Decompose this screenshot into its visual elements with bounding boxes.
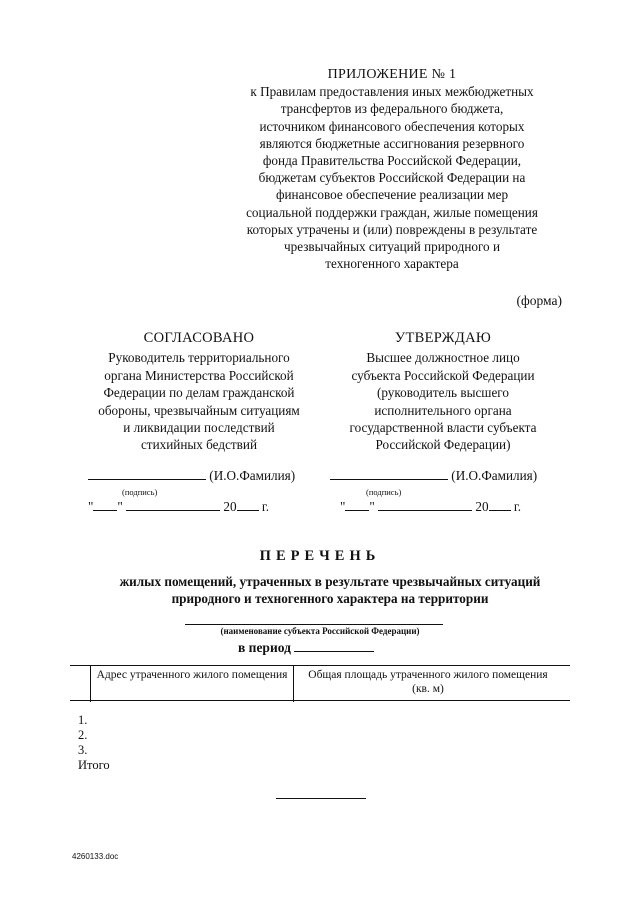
agreed-date-row bbox=[88, 498, 269, 515]
list-subtitle bbox=[60, 573, 600, 607]
subject-name-field[interactable] bbox=[185, 624, 443, 625]
appendix-line: источником финансового обеспечения которых bbox=[259, 118, 525, 134]
appendix-line: социальной поддержки граждан, жилые помещения bbox=[246, 204, 538, 220]
approved-block bbox=[318, 330, 568, 454]
list-title: ПЕРЕЧЕНЬ bbox=[259, 548, 381, 564]
approved-signature-caption: (подпись) bbox=[366, 487, 402, 497]
appendix-line: бюджетам субъектов Российской Федерации на bbox=[258, 170, 526, 186]
list-item: 1. bbox=[78, 713, 88, 727]
approved-line: Российской Федерации) bbox=[375, 437, 511, 453]
agreed-signature-line[interactable] bbox=[88, 467, 206, 480]
agreed-block bbox=[74, 330, 324, 454]
appendix-heading: ПРИЛОЖЕНИЕ № 1 bbox=[327, 67, 457, 82]
agreed-signature-row bbox=[88, 467, 295, 484]
approved-year-suffix: г. bbox=[513, 499, 522, 514]
approved-line: государственной власти субъекта bbox=[349, 420, 537, 436]
file-name-footer: 4260133.doc bbox=[72, 852, 119, 861]
appendix-line: к Правилам предоставления иных межбюджетных bbox=[250, 84, 534, 100]
list-subtitle-line: жилых помещений, утраченных в результате чрезвычайных ситуаций bbox=[119, 574, 541, 589]
period-label: в период bbox=[238, 640, 291, 655]
premises-rows bbox=[78, 713, 110, 773]
end-divider bbox=[276, 798, 366, 799]
agreed-title: СОГЛАСОВАНО bbox=[143, 330, 255, 346]
premises-table-header bbox=[70, 665, 570, 701]
approved-year-field[interactable] bbox=[489, 498, 511, 511]
agreed-year-prefix: 20 bbox=[223, 499, 237, 514]
appendix-line: чрезвычайных ситуаций природного и bbox=[283, 239, 501, 255]
approved-date-row bbox=[340, 498, 521, 515]
approved-day-field[interactable] bbox=[345, 498, 369, 511]
appendix-line: которых утрачены и (или) повреждены в результате bbox=[246, 221, 538, 237]
list-item: 2. bbox=[78, 728, 88, 742]
agreed-line: стихийных бедствий bbox=[140, 437, 258, 453]
column-header-area: Общая площадь утраченного жилого помещения (кв. м) bbox=[308, 669, 548, 695]
approved-signature-row bbox=[330, 467, 537, 484]
approved-name-placeholder: (И.О.Фамилия) bbox=[451, 468, 538, 483]
agreed-day-field[interactable] bbox=[93, 498, 117, 511]
agreed-line: Федерации по делам гражданской bbox=[103, 385, 295, 401]
agreed-name-placeholder: (И.О.Фамилия) bbox=[209, 468, 296, 483]
agreed-year-suffix: г. bbox=[261, 499, 270, 514]
quote-close: " bbox=[369, 499, 375, 514]
period-field[interactable] bbox=[294, 641, 374, 652]
agreed-month-field[interactable] bbox=[126, 498, 220, 511]
appendix-line: финансовое обеспечение реализации мер bbox=[275, 187, 509, 203]
quote-close: " bbox=[117, 499, 123, 514]
approved-month-field[interactable] bbox=[378, 498, 472, 511]
agreed-line: и ликвидации последствий bbox=[123, 420, 275, 436]
quote-open: " bbox=[340, 499, 346, 514]
column-header-address: Адрес утраченного жилого помещения bbox=[90, 666, 294, 702]
form-label: (форма) bbox=[516, 293, 562, 308]
agreed-line: Руководитель территориального bbox=[108, 350, 290, 366]
appendix-line: являются бюджетные ассигнования резервного bbox=[259, 135, 525, 151]
appendix-line: трансфертов из федерального бюджета, bbox=[280, 101, 504, 117]
approved-signature-line[interactable] bbox=[330, 467, 448, 480]
appendix-line: фонда Правительства Российской Федерации, bbox=[262, 153, 522, 169]
list-subtitle-line: природного и техногенного характера на территории bbox=[171, 591, 489, 606]
subject-name-caption: (наименование субъекта Российской Федерации) bbox=[220, 626, 420, 636]
appendix-header bbox=[222, 66, 562, 272]
agreed-year-field[interactable] bbox=[237, 498, 259, 511]
period-row bbox=[238, 640, 374, 656]
appendix-line: техногенного характера bbox=[325, 256, 459, 272]
approved-year-prefix: 20 bbox=[475, 499, 489, 514]
total-row: Итого bbox=[78, 758, 110, 772]
agreed-line: органа Министерства Российской bbox=[104, 367, 294, 383]
approved-line: субъекта Российской Федерации bbox=[351, 367, 535, 383]
agreed-line: обороны, чрезвычайным ситуациям bbox=[98, 402, 300, 418]
approved-line: (руководитель высшего bbox=[377, 385, 509, 401]
quote-open: " bbox=[88, 499, 94, 514]
agreed-signature-caption: (подпись) bbox=[122, 487, 158, 497]
approved-line: исполнительного органа bbox=[374, 402, 512, 418]
list-item: 3. bbox=[78, 743, 88, 757]
approved-line: Высшее должностное лицо bbox=[366, 350, 520, 366]
approved-title: УТВЕРЖДАЮ bbox=[394, 330, 492, 346]
